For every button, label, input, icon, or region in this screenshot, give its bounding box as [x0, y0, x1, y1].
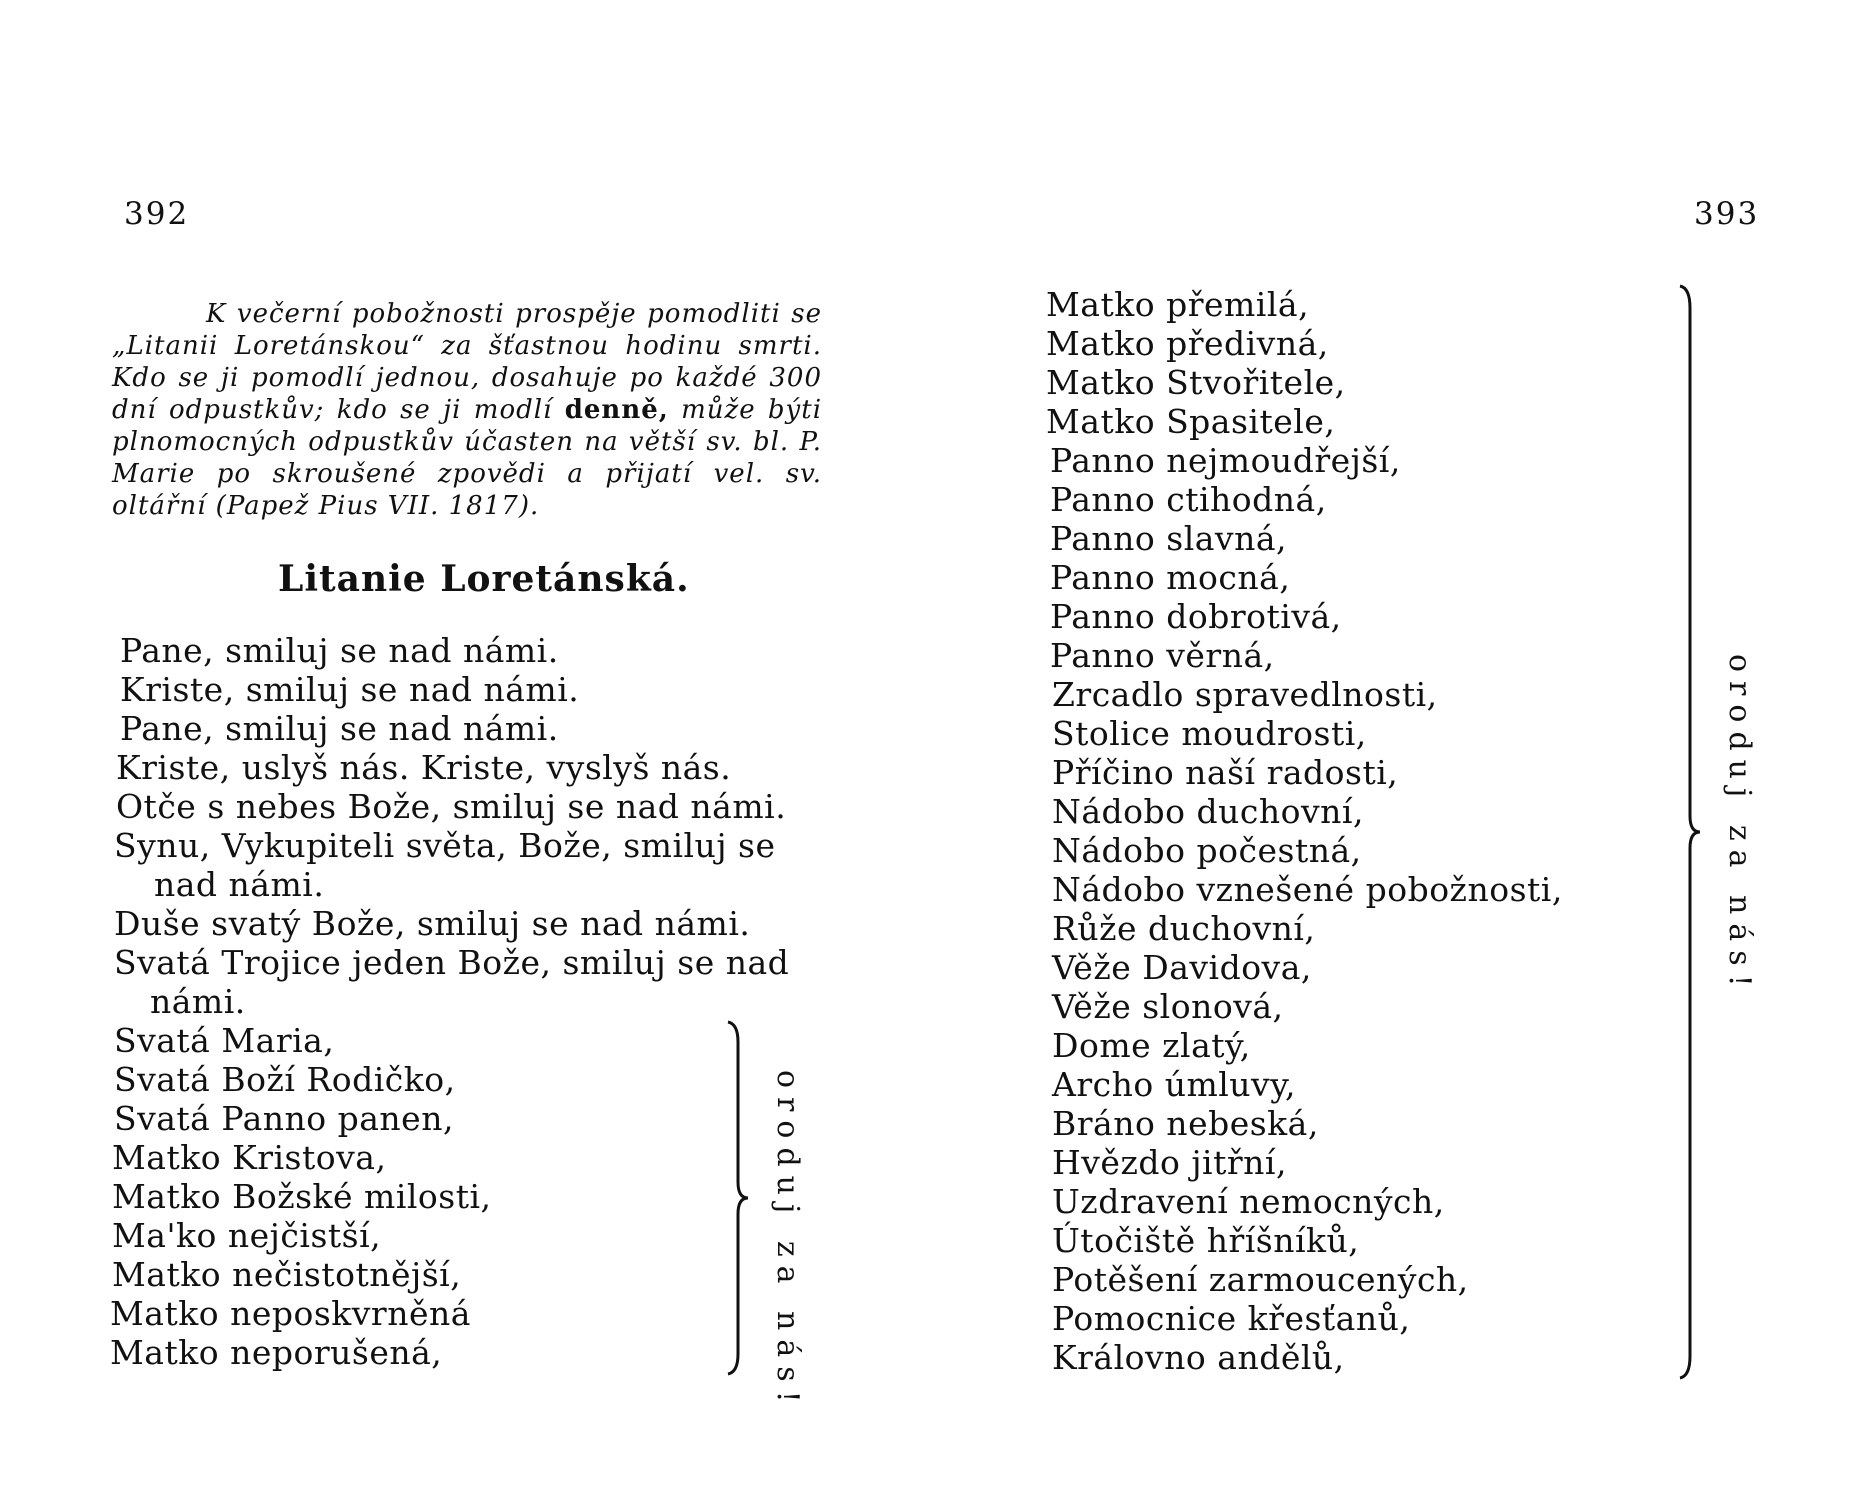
invocation-line: Věže Davidova, — [1052, 948, 1312, 987]
response-vertical-right: oroduj za nás! — [1722, 654, 1757, 996]
prayer-line: Kriste, uslyš nás. Kriste, vyslyš nás. — [116, 748, 732, 787]
prayer-line: Synu, Vykupiteli světa, Bože, smiluj se — [114, 826, 776, 865]
invocation-line: Matko neporušená, — [110, 1333, 443, 1372]
invocation-line: Svatá Maria, — [114, 1021, 335, 1060]
invocation-line: Matko Božské milosti, — [112, 1177, 492, 1216]
intro-text-2: může býti plnomocných odpustkův účasten na větší sv. bl. P. Marie po skroušené zpovědi a přijatí vel. sv. oltářní (Papež Pius VII. 1817). — [112, 395, 823, 521]
invocation-line: Zrcadlo spravedlnosti, — [1052, 675, 1438, 714]
invocation-line: Panno věrná, — [1050, 636, 1275, 675]
invocation-line: Matko neposkvrněná — [110, 1294, 471, 1333]
invocation-line: Svatá Panno panen, — [114, 1099, 454, 1138]
intro-text-1: K večerní pobožnosti prospěje pomodliti se „Litanii Loretánskou“ za šťastnou hodinu smrti. Kdo se ji pomodlí jednou, dosahuje po každé 300 dní odpustkův; kdo se ji modlí — [112, 299, 822, 425]
prayer-line: Kriste, smiluj se nad námi. — [120, 670, 580, 709]
response-vertical-left: oroduj za nás! — [770, 1070, 805, 1412]
invocation-line: Nádobo počestná, — [1052, 831, 1362, 870]
invocation-line: Svatá Boží Rodičko, — [114, 1060, 456, 1099]
invocation-line: Archo úmluvy, — [1052, 1065, 1296, 1104]
litany-title: Litanie Loretánská. — [278, 558, 690, 600]
invocation-line: Stolice moudrosti, — [1052, 714, 1367, 753]
invocation-line: Panno mocná, — [1050, 558, 1291, 597]
page-number-right: 393 — [1694, 196, 1760, 232]
invocation-line: Ma'ko nejčistší, — [112, 1216, 382, 1255]
invocation-line: Matko nečistotnější, — [112, 1255, 462, 1294]
invocation-line: Útočiště hříšníků, — [1052, 1221, 1360, 1260]
invocation-line: Nádobo duchovní, — [1052, 792, 1364, 831]
invocation-line: Věže slonová, — [1052, 987, 1284, 1026]
prayer-line: Pane, smiluj se nad námi. — [120, 709, 559, 748]
prayer-line: Svatá Trojice jeden Bože, smiluj se nad — [114, 943, 790, 982]
prayer-line: Duše svatý Bože, smiluj se nad námi. — [114, 904, 751, 943]
invocation-line: Panno nejmoudřejší, — [1050, 441, 1401, 480]
invocation-line: Panno slavná, — [1050, 519, 1287, 558]
prayer-line: Otče s nebes Bože, smiluj se nad námi. — [116, 787, 787, 826]
invocation-line: Panno ctihodná, — [1050, 480, 1327, 519]
invocation-line: Potěšení zarmoucených, — [1052, 1260, 1469, 1299]
invocation-line: Dome zlatý, — [1052, 1026, 1251, 1065]
invocation-line: Matko Kristova, — [112, 1138, 387, 1177]
invocation-line: Bráno nebeská, — [1052, 1104, 1319, 1143]
invocation-line: Matko přemilá, — [1046, 285, 1310, 324]
invocation-line: Nádobo vznešené pobožnosti, — [1052, 870, 1563, 909]
curly-brace-right — [1678, 284, 1708, 1380]
invocation-line: Matko předivná, — [1046, 324, 1329, 363]
invocation-line: Královno andělů, — [1052, 1338, 1345, 1377]
invocation-line: Panno dobrotivá, — [1050, 597, 1342, 636]
invocation-line: Příčino naší radosti, — [1052, 753, 1399, 792]
curly-brace-left — [726, 1020, 756, 1376]
invocation-line: Uzdravení nemocných, — [1052, 1182, 1445, 1221]
page-number-left: 392 — [124, 196, 190, 232]
prayer-line: nad námi. — [154, 865, 325, 904]
intro-paragraph — [112, 298, 822, 522]
invocation-line: Matko Stvořitele, — [1046, 363, 1346, 402]
invocation-line: Matko Spasitele, — [1046, 402, 1336, 441]
prayer-line: Pane, smiluj se nad námi. — [120, 631, 559, 670]
invocation-line: Růže duchovní, — [1052, 909, 1316, 948]
invocation-line: Hvězdo jitřní, — [1052, 1143, 1287, 1182]
intro-emphasis: denně, — [564, 395, 669, 425]
prayer-line: námi. — [150, 982, 246, 1021]
invocation-line: Pomocnice křesťanů, — [1052, 1299, 1411, 1338]
